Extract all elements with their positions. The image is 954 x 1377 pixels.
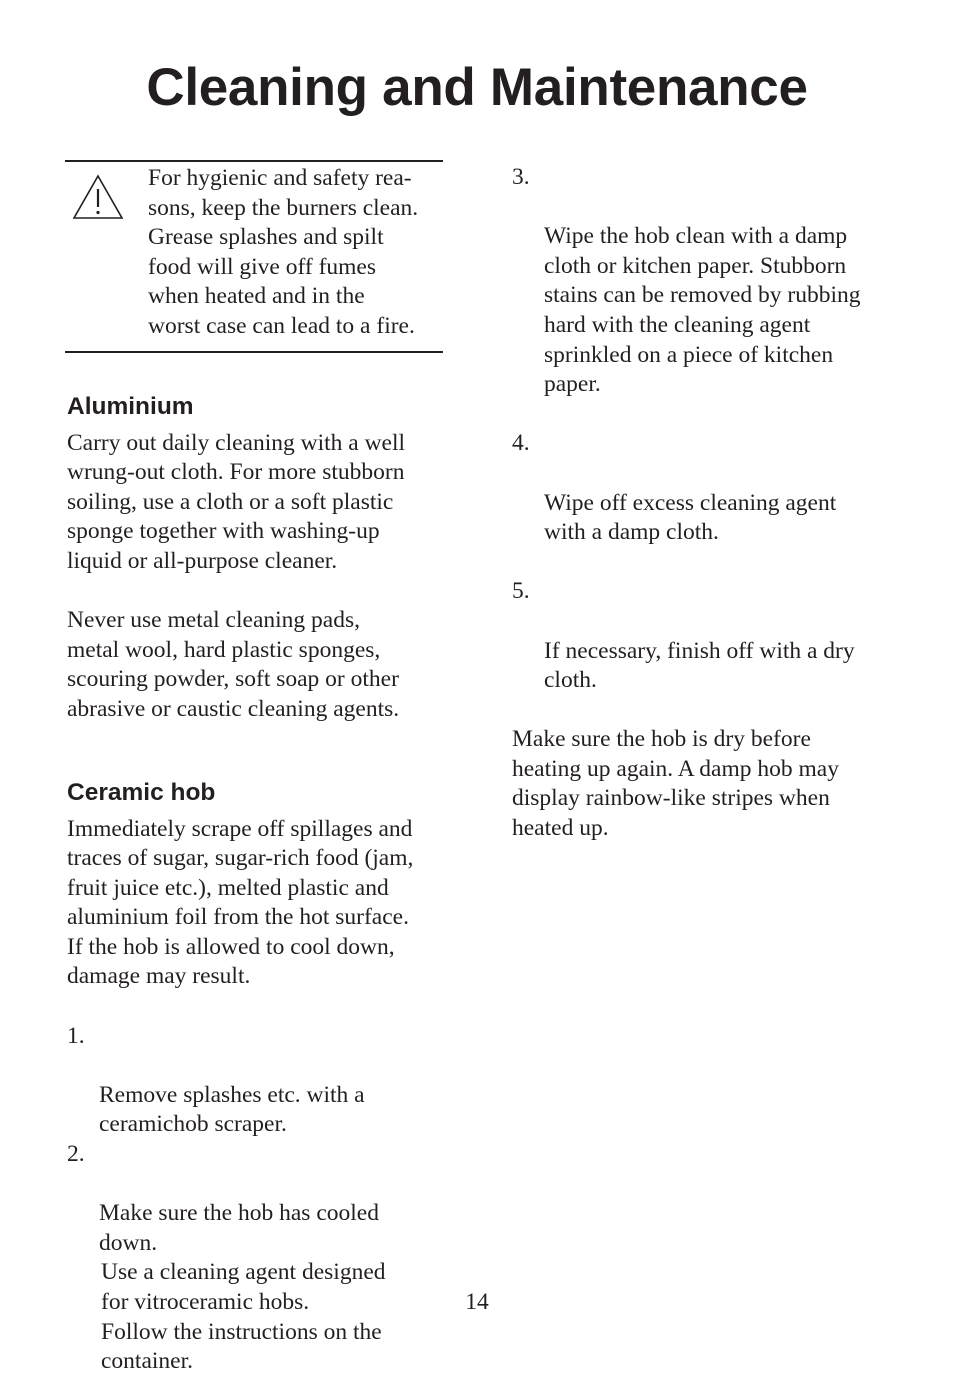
list-item-text: Remove splashes etc. with a ceramichob scraper. [99,1081,365,1138]
list-item-text: If necessary, finish off with a dry cloth. [544,637,855,694]
right-column [512,163,892,844]
aluminium-paragraph: Carry out daily cleaning with a well wrung-out cloth. For more stubborn soiling, use a cloth or a soft plastic sponge together with washing-up liquid or all-purpose cleaner. [67,429,406,574]
page-number: 14 [465,1289,489,1315]
list-item-text: Make sure the hob has cooled down. [99,1200,379,1256]
aluminium-warning-paragraph: Never use metal cleaning pads, metal wool, hard plastic sponges, scouring powder, soft soap or other abrasive or caustic cleaning agents. [67,607,400,722]
cleaning-steps-list-continued [512,163,892,696]
step-2-note: Follow the instructions on the container. [101,1318,382,1375]
page-title: Cleaning and Maintenance [146,58,808,117]
ceramic-hob-heading: Ceramic hob [67,778,216,806]
list-item [67,1140,445,1258]
list-number: 4. [512,430,530,457]
list-item [512,577,892,695]
list-item [67,1022,445,1140]
list-item-text: Wipe the hob clean with a damp cloth or kitchen paper. Stubborn stains can be removed by rubbing hard with the cleaning agent sprinkled on a piece of kitchen paper. [544,223,861,398]
warning-box [65,160,443,353]
ceramic-hob-intro: Immediately scrape off spillages and traces of sugar, sugar-rich food (jam, fruit juice etc.), melted plastic and aluminium foil from the hot surface. If the hob is allowed to cool down, damage may result. [67,815,414,990]
list-number: 5. [512,578,530,605]
list-number: 3. [512,164,530,190]
list-item-text: Wipe off excess cleaning agent with a damp cloth. [544,489,837,546]
aluminium-heading: Aluminium [67,392,194,420]
closing-paragraph: Make sure the hob is dry before heating up again. A damp hob may display rainbow-like stripes when heated up. [512,726,839,842]
left-column [67,160,445,1377]
step-2-note: Use a cleaning agent designed for vitroceramic hobs. [101,1259,386,1315]
list-number: 1. [67,1022,85,1049]
warning-text: For hygienic and safety rea- sons, keep the burners clean. Grease splashes and spilt food will give off fumes when heated and in the worst case can lead to a fire. [148,165,419,339]
cleaning-steps-list [67,1022,445,1259]
warning-triangle-icon [72,174,124,220]
list-item [512,163,892,400]
list-item [512,429,892,547]
list-number: 2. [67,1141,85,1168]
